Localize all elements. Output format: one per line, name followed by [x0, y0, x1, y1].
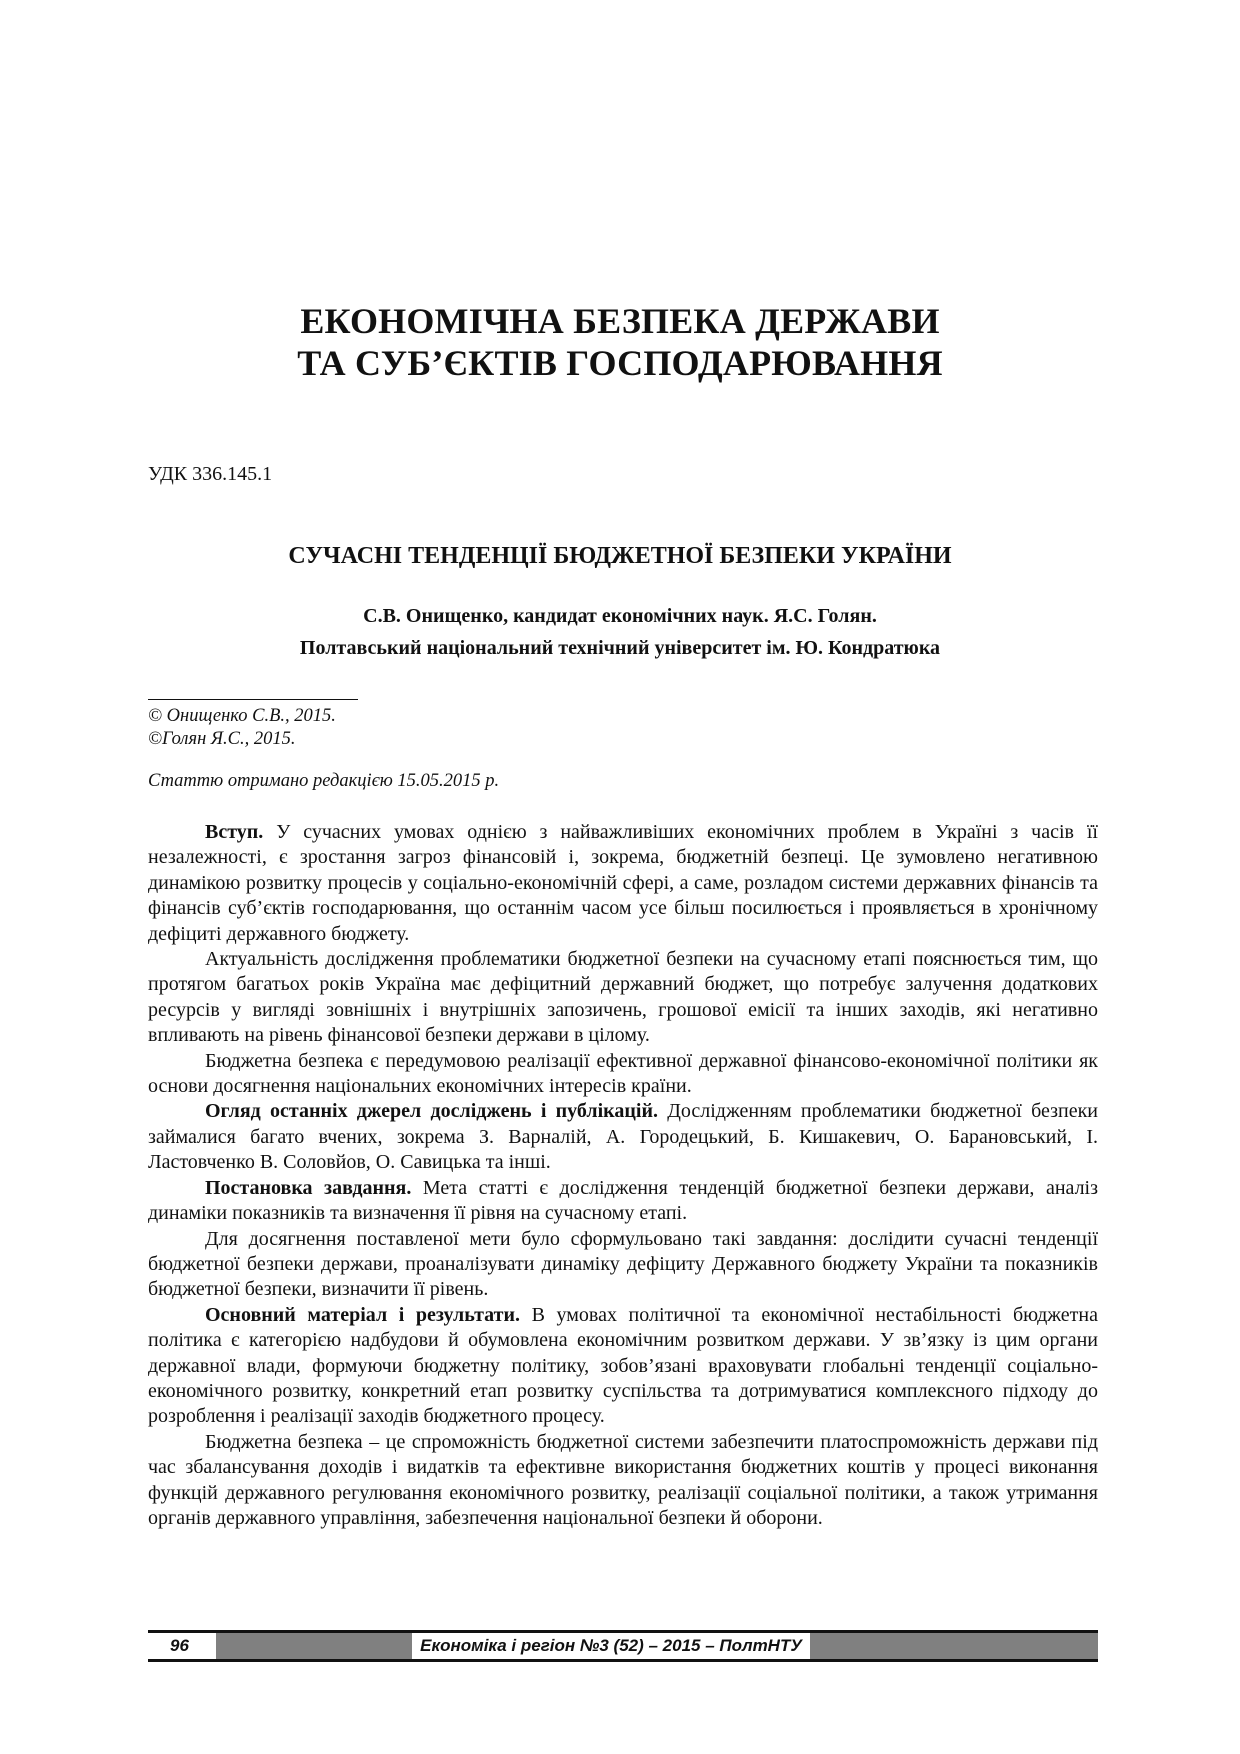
paragraph: [148, 1227, 1098, 1303]
article-body: [148, 820, 1098, 1531]
paragraph: [148, 1099, 1098, 1175]
section-title-line: ТА СУБ’ЄКТІВ ГОСПОДАРЮВАННЯ: [297, 343, 943, 383]
section-title: [0, 300, 1240, 384]
copyright-line: ©Голян Я.С., 2015.: [148, 729, 296, 749]
received-date: Статтю отримано редакцією 15.05.2015 р.: [148, 771, 500, 791]
paragraph: [148, 820, 1098, 947]
paragraph-text: Актуальність дослідження проблематики бюджетної безпеки на сучасному етапі пояснюється тим, що протягом багатьох років Україна має дефіцитний державний бюджет, що потребує залучення додаткових ресурсів у вигляді зовнішніх і внутрішніх запозичень, грошової емісії та інших заходів, які негативно впливають на рівень фінансової безпеки держави в цілому.: [148, 948, 1098, 1047]
paragraph-text: Бюджетна безпека є передумовою реалізації ефективної державної фінансово-економічної політики як основи досягнення національних економічних інтересів країни.: [148, 1049, 1098, 1098]
copyright-line: © Онищенко С.В., 2015.: [148, 706, 336, 726]
footer-gray-block: [216, 1633, 412, 1659]
affiliation: Полтавський національний технічний університет ім. Ю. Кондратюка: [299, 637, 941, 659]
journal-name: Економіка і регіон №3 (52) – 2015 – ПолтНТУ: [420, 1636, 802, 1655]
page-number: 96: [170, 1636, 189, 1655]
copyright-notes: [148, 705, 336, 751]
paragraph-text: Бюджетна безпека – це спроможність бюджетної системи забезпечити платоспроможність держави під час збалансування доходів і видатків та ефективне використання бюджетних коштів у процесі виконання функцій державного регулювання економічного розвитку, реалізації соціальної політики, а також утримання органів державного управління, забезпечення національної безпеки й оборони.: [148, 1430, 1098, 1529]
article-title: СУЧАСНІ ТЕНДЕНЦІЇ БЮДЖЕТНОЇ БЕЗПЕКИ УКРАЇНИ: [288, 543, 952, 569]
paragraph-text: Мета статті є дослідження тенденцій бюджетної безпеки держави, аналіз динаміки показників та визначення її рівня на сучасному етапі.: [148, 1176, 1099, 1225]
paragraph: [148, 947, 1098, 1049]
paragraph: [148, 1430, 1098, 1532]
footer-gray-block: [810, 1633, 1098, 1659]
page-footer: [148, 1630, 1098, 1662]
paragraph-text: В умовах політичної та економічної нестабільності бюджетна політика є категорією надбудови й обумовлена економічним розвитком держави. У зв’язку із цим органи державної влади, формуючи бюджетну політику, зобов’язані враховувати глобальні тенденції соціально-економічного розвитку, конкретний етап розвитку суспільства та дотримуватися комплексного підходу до розроблення і реалізації заходів бюджетного процесу.: [148, 1303, 1098, 1428]
footnote-divider: [148, 699, 358, 700]
udk-code: УДК 336.145.1: [148, 463, 273, 485]
paragraph-lead: Вступ.: [205, 821, 264, 843]
paragraph-text: Дослідженням проблематики бюджетної безпеки займалися багато вчених, зокрема З. Варналій, А. Городецький, Б. Кишакевич, О. Барановський, І. Ластовченко В. Соловйов, О. Савицька та інші.: [148, 1100, 1098, 1174]
paragraph-lead: Огляд останніх джерел досліджень і публікацій.: [205, 1100, 658, 1123]
paragraph-text: Для досягнення поставленої мети було сформульовано такі завдання: дослідити сучасні тенденції бюджетної безпеки держави, проаналізувати динаміку дефіциту Державного бюджету України та показників бюджетної безпеки, визначити її рівень.: [148, 1227, 1098, 1301]
authors: [0, 600, 1240, 664]
paragraph: [148, 1176, 1098, 1227]
paragraph: [148, 1049, 1098, 1100]
section-title-line: ЕКОНОМІЧНА БЕЗПЕКА ДЕРЖАВИ: [300, 301, 940, 341]
paragraph: [148, 1303, 1098, 1430]
paragraph-text: У сучасних умовах однією з найважливіших економічних проблем в Україні з часів її незалежності, є зростання загроз фінансовій і, зокрема, бюджетній безпеці. Це зумовлено негативною динамікою розвитку процесів у соціально-економічній сфері, а саме, розладом системи державних фінансів та фінансів суб’єктів господарювання, що останнім часом усе більш посилюється і проявляється в хронічному дефіциті державного бюджету.: [148, 821, 1098, 945]
author-names: С.В. Онищенко, кандидат економічних наук. Я.С. Голян.: [363, 605, 877, 627]
paragraph-lead: Основний матеріал і результати.: [205, 1303, 520, 1326]
paragraph-lead: Постановка завдання.: [205, 1176, 412, 1199]
